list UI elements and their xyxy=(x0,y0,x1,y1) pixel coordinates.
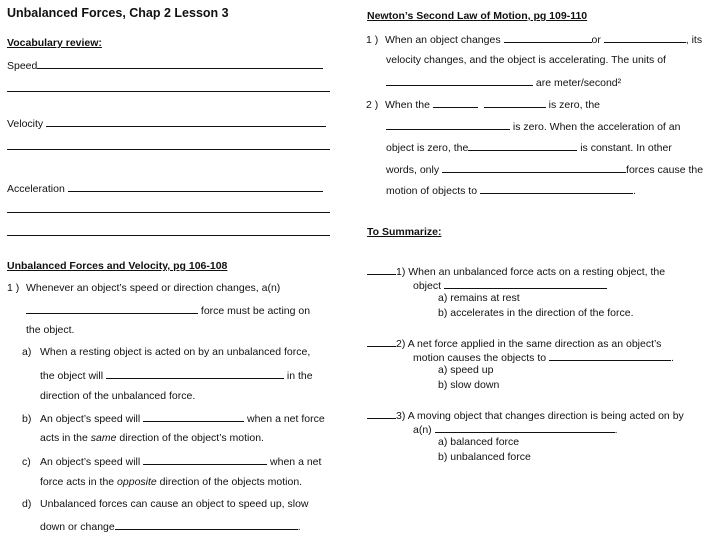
r-q2-blank-3[interactable] xyxy=(386,119,510,130)
left-q1-line3: the object. xyxy=(26,324,75,336)
summary-q1-option-b[interactable]: b) accelerates in the direction of the force. xyxy=(438,307,634,319)
q-number: 2) xyxy=(396,338,406,350)
vocab-acceleration xyxy=(7,181,323,196)
q-text: is zero. When the acceleration of an xyxy=(512,121,681,133)
emphasis-text: same xyxy=(90,432,117,444)
q-text: An object’s speed will xyxy=(40,413,141,425)
q-text: . xyxy=(297,521,301,533)
left-q1d-line1 xyxy=(22,498,309,511)
acceleration-blank-line-3[interactable] xyxy=(7,235,330,236)
q-text: forces cause the xyxy=(626,164,704,176)
q-text: When the xyxy=(385,99,430,111)
summary-q1-option-a[interactable]: a) remains at rest xyxy=(438,292,520,304)
summary-q2-option-b[interactable]: b) slow down xyxy=(438,379,500,391)
q-text: A moving object that changes direction is being acted on by xyxy=(407,410,684,422)
right-q1-line3 xyxy=(386,75,621,90)
q-text: down or change xyxy=(40,521,115,533)
left-q1-line2 xyxy=(26,303,310,318)
q-text: . xyxy=(614,424,618,436)
q-text: direction of the objects motion. xyxy=(159,476,303,488)
q-text: a(n) xyxy=(413,424,432,436)
r-q1-blank-3[interactable] xyxy=(386,75,533,86)
q-text: force acts in the xyxy=(40,476,115,488)
q-text: , its xyxy=(685,34,703,46)
left-q1b-line2 xyxy=(40,432,264,445)
speed-label: Speed xyxy=(7,60,38,72)
vocab-speed xyxy=(7,58,323,73)
q-text: A net force applied in the same direction as an object’s xyxy=(407,338,662,350)
r-q2-blank-5[interactable] xyxy=(442,162,626,173)
summary-q2-line1 xyxy=(367,336,661,351)
fill-blank[interactable] xyxy=(435,422,615,433)
section-heading-unbalanced: Unbalanced Forces and Velocity, pg 106-108 xyxy=(7,260,228,272)
right-q1-line1 xyxy=(366,32,702,47)
r-q2-blank-2[interactable] xyxy=(484,97,546,108)
q-text: . xyxy=(632,185,636,197)
summary-q2-option-a[interactable]: a) speed up xyxy=(438,364,494,376)
q-text: the object will xyxy=(40,370,104,382)
summary-q3-line1 xyxy=(367,408,684,423)
q-text: force must be acting on xyxy=(200,305,311,317)
q-text: is constant. In other xyxy=(580,142,672,154)
q-number: 1 ) xyxy=(7,282,20,294)
right-q2-line4 xyxy=(386,162,703,177)
velocity-blank-line-2[interactable] xyxy=(7,149,330,150)
left-q1c-line1 xyxy=(22,454,321,469)
right-q2-line3 xyxy=(386,140,672,155)
q1b-blank[interactable] xyxy=(143,411,244,422)
summary-q3-option-a[interactable]: a) balanced force xyxy=(438,436,520,448)
right-q2-line1 xyxy=(366,97,600,112)
fill-blank[interactable] xyxy=(549,350,671,361)
summary-q1-line2 xyxy=(413,278,607,293)
acceleration-blank-line-2[interactable] xyxy=(7,212,330,213)
vocab-heading: Vocabulary review: xyxy=(7,37,102,49)
summary-q3-line2 xyxy=(413,422,618,437)
q-number: 3) xyxy=(396,410,406,422)
section-heading-newton: Newton’s Second Law of Motion, pg 109-110 xyxy=(367,10,588,22)
q-text: object is zero, the xyxy=(386,142,469,154)
q1a-blank[interactable] xyxy=(106,368,284,379)
left-q1a-line1 xyxy=(22,346,310,359)
acceleration-blank[interactable] xyxy=(68,181,323,192)
left-q1d-line2 xyxy=(40,519,301,534)
q-text: Whenever an object’s speed or direction changes, a(n) xyxy=(26,282,281,294)
fill-blank[interactable] xyxy=(444,278,607,289)
answer-blank[interactable] xyxy=(367,264,396,275)
velocity-label: Velocity xyxy=(7,118,44,130)
right-q2-line2 xyxy=(386,119,680,134)
acceleration-label: Acceleration xyxy=(7,183,65,195)
q-text: Unbalanced forces can cause an object to speed up, slow xyxy=(40,498,309,510)
worksheet-title: Unbalanced Forces, Chap 2 Lesson 3 xyxy=(7,6,229,20)
r-q1-blank-1[interactable] xyxy=(504,32,592,43)
q-text: words, only xyxy=(386,164,440,176)
q-number: 1 ) xyxy=(366,34,379,46)
q-number: 2 ) xyxy=(366,99,379,111)
q-text: . xyxy=(671,352,674,364)
q1c-blank[interactable] xyxy=(143,454,267,465)
summary-q2-line2 xyxy=(413,350,674,365)
q-text: direction of the object’s motion. xyxy=(119,432,264,444)
summary-q3-option-b[interactable]: b) unbalanced force xyxy=(438,451,531,463)
q-text: when a net xyxy=(270,456,322,468)
q-text: when a net force xyxy=(247,413,325,425)
left-q1a-line3: direction of the unbalanced force. xyxy=(40,390,196,402)
item-letter: c) xyxy=(22,456,31,468)
r-q2-blank-6[interactable] xyxy=(480,183,633,194)
q-text: or xyxy=(591,34,601,46)
item-letter: a) xyxy=(22,346,32,358)
answer-blank[interactable] xyxy=(367,336,396,347)
item-letter: b) xyxy=(22,413,32,425)
q-text: is zero, the xyxy=(548,99,600,111)
q-text: When an unbalanced force acts on a resting object, the xyxy=(408,266,666,278)
q-text: motion causes the objects to xyxy=(413,352,547,364)
velocity-blank[interactable] xyxy=(46,116,326,127)
r-q1-blank-2[interactable] xyxy=(604,32,686,43)
left-q1a-line2 xyxy=(40,368,313,383)
vocab-velocity xyxy=(7,116,326,131)
left-q1b-line1 xyxy=(22,411,325,426)
answer-blank[interactable] xyxy=(367,408,396,419)
q-text: An object’s speed will xyxy=(40,456,141,468)
q1d-blank[interactable] xyxy=(115,519,298,530)
speed-blank-line-2[interactable] xyxy=(7,91,330,92)
q-number: 1) xyxy=(396,266,406,278)
q-text: When a resting object is acted on by an unbalanced force, xyxy=(40,346,311,358)
left-q1-line1 xyxy=(7,282,280,295)
item-letter: d) xyxy=(22,498,32,510)
emphasis-text: opposite xyxy=(117,476,157,488)
q-text: motion of objects to xyxy=(386,185,478,197)
r-q2-blank-1[interactable] xyxy=(433,97,478,108)
q-text: object xyxy=(413,280,442,292)
summary-q1-line1 xyxy=(367,264,665,279)
right-q1-line2: velocity changes, and the object is accelerating. The units of xyxy=(386,54,666,66)
q-text: When an object changes xyxy=(385,34,501,46)
q-text: acts in the xyxy=(40,432,88,444)
left-q1c-line2 xyxy=(40,476,302,489)
summary-heading: To Summarize: xyxy=(367,226,442,238)
q1-blank[interactable] xyxy=(26,303,198,314)
r-q2-blank-4[interactable] xyxy=(468,140,577,151)
q-text: are meter/second² xyxy=(535,77,622,89)
speed-blank[interactable] xyxy=(37,58,323,69)
right-q2-line5 xyxy=(386,183,636,198)
q-text: in the xyxy=(286,370,313,382)
